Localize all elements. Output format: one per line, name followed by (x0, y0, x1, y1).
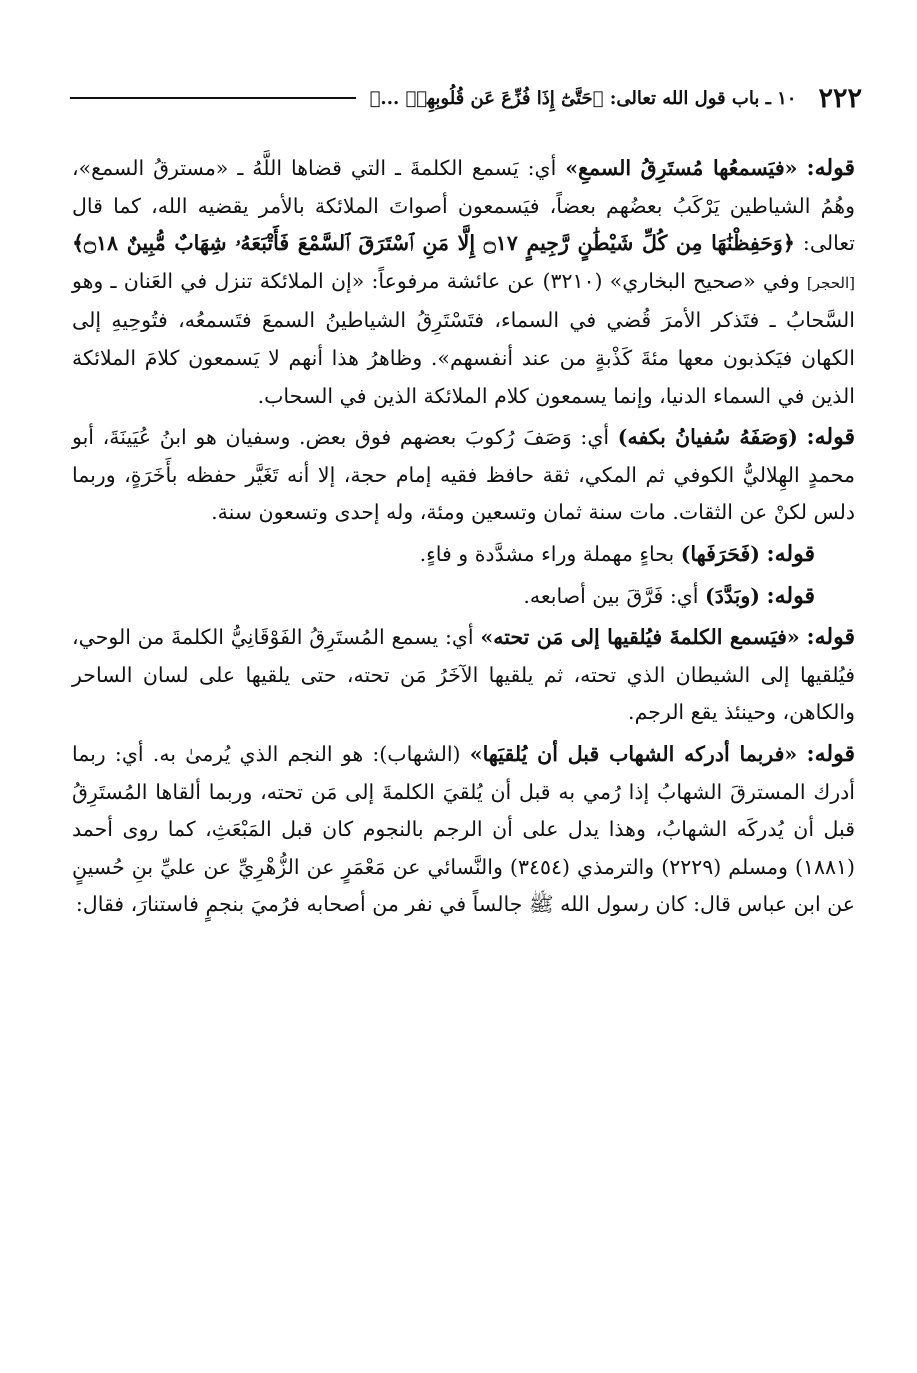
paragraph-5 (72, 619, 855, 732)
paragraph-3 (72, 536, 855, 574)
paragraph-text: أي: يَسمع الكلمةَ ـ التي قضاها اللَّهُ ـ «مسترقُ السمع»، وهُمُ الشياطين يَرْكَبُ بعضُهم بعضاً، فيَسمعون أصواتَ الملائكة بالأمر يقضيه الله، كما قال تعالى: (72, 156, 855, 256)
paragraph-keyword: قوله: (806, 424, 855, 451)
quran-verse: ﴿وَحَفِظْنَٰهَا مِن كُلِّ شَيْطَٰنٍ رَّجِيمٍ ۝١٧ إِلَّا مَنِ ٱسْتَرَقَ ٱلسَّمْعَ فَأَتْبَعَهُۥ شِهَابٌ مُّبِينٌ ۝١٨﴾ (72, 231, 795, 256)
paragraph-text: أي: فَرَّقَ بين أصابعه. (523, 583, 699, 608)
paragraph-lemma: (فَحَرَفَها) (680, 541, 760, 566)
paragraph-lemma: «فيَسمع الكلمةَ فيُلقيها إلى مَن تحته» (480, 625, 800, 650)
paragraph-keyword: قوله: (766, 540, 815, 567)
paragraph-text: أي: يسمع المُستَرِقُ الفَوْقَانِيُّ الكلمةَ من الوحي، فيُلقيها إلى الشيطان الذي تحته، ثم يلقيها الآخَرُ مَن تحته، حتى يلقيها على لسان الساحر والكاهن، وحينئذ يقع الرجم. (72, 625, 855, 725)
paragraph-lemma: (وَصَفَهُ سُفيانُ بكفه) (617, 425, 798, 450)
paragraph-text: (الشهاب): هو النجم الذي يُرمىٰ به. أي: ربما أدرك المسترقَ الشهابُ إذا رُمي به قبل أن يُلقيَ الكلمةَ إلى مَن تحته، وربما ألقاها المُستَرِقُ قبل أن يُدركَه الشهابُ، وهذا يدل على أن الرجم بالنجوم كان قبل المَبْعَثِ، كما روى أحمد (١٨٨١) ومسلم (٢٢٢٩) والترمذي (٣٤٥٤) والنَّسائي عن مَعْمَرٍ عن الزُّهْرِيِّ عن عليِّ بنِ حُسينٍ عن ابن عباس قال: كان رسول الله ﷺ جالساً في نفر من أصحابه فرُميَ بنجمٍ فاستنارَ، فقال: (72, 741, 855, 917)
paragraph-keyword: قوله: (766, 582, 815, 609)
running-title: ١٠ ـ باب قول الله تعالى: ﴿حَتَّىٰٓ إِذَا فُزِّعَ عَن قُلُوبِهِمۡ ...﴾ (369, 87, 797, 109)
paragraph-lemma: «فيَسمعُها مُستَرِقُ السمعِ» (565, 156, 798, 180)
paragraph-keyword: قوله: (806, 624, 855, 651)
paragraph-2 (72, 419, 855, 532)
page-number: ٢٢٢ (818, 82, 862, 114)
paragraph-lemma: (وبَدَّدَ) (705, 583, 760, 608)
paragraph-text: بحاءٍ مهملة وراء مشدَّدة و فاءٍ. (419, 541, 675, 566)
paragraph-text: أي: وَصَفَ رُكوبَ بعضهم فوق بعض. وسفيان هو ابنُ عُيَينَةَ، أبو محمدٍ الهِلاليُّ الكوفي ثم المكي، ثقة حافظ فقيه إمام حجة، إلا أنه تَغَيَّر حفظه بأَخَرَةٍ، وربما دلس لكنْ عن الثقات. مات سنة ثمان وتسعين ومئة، وله إحدى وتسعون سنة. (72, 425, 855, 525)
paragraph-keyword: قوله: (806, 155, 855, 181)
paragraph-6 (72, 736, 855, 924)
paragraph-text-continued: وفي «صحيح البخاري» (٣٢١٠) عن عائشة مرفوعاً: «إن الملائكة تنزل في العَنان ـ وهو السَّحابُ ـ فتَذكر الأمرَ قُضي في السماء، فتَسْتَرِقُ الشياطينُ السمعَ فتَسمعُه، فتُوحِيهِ إلى الكهان فيَكذبون معها مئةَ كَذْبةٍ من عند أنفسهم». وظاهرُ هذا أنهم لا يَسمعون كلامَ الملائكة الذين في السماء الدنيا، وإنما يسمعون كلام الملائكة الذين في السحاب. (72, 268, 855, 408)
paragraph-lemma: «فربما أدركه الشهاب قبل أن يُلقيَها» (469, 741, 798, 766)
body-text (72, 150, 855, 928)
verse-reference: [الحجر] (806, 273, 855, 292)
paragraph-keyword: قوله: (806, 740, 855, 767)
page-header (70, 78, 862, 118)
paragraph-4 (72, 578, 855, 616)
header-rule (70, 97, 356, 99)
paragraph-1 (72, 150, 855, 415)
